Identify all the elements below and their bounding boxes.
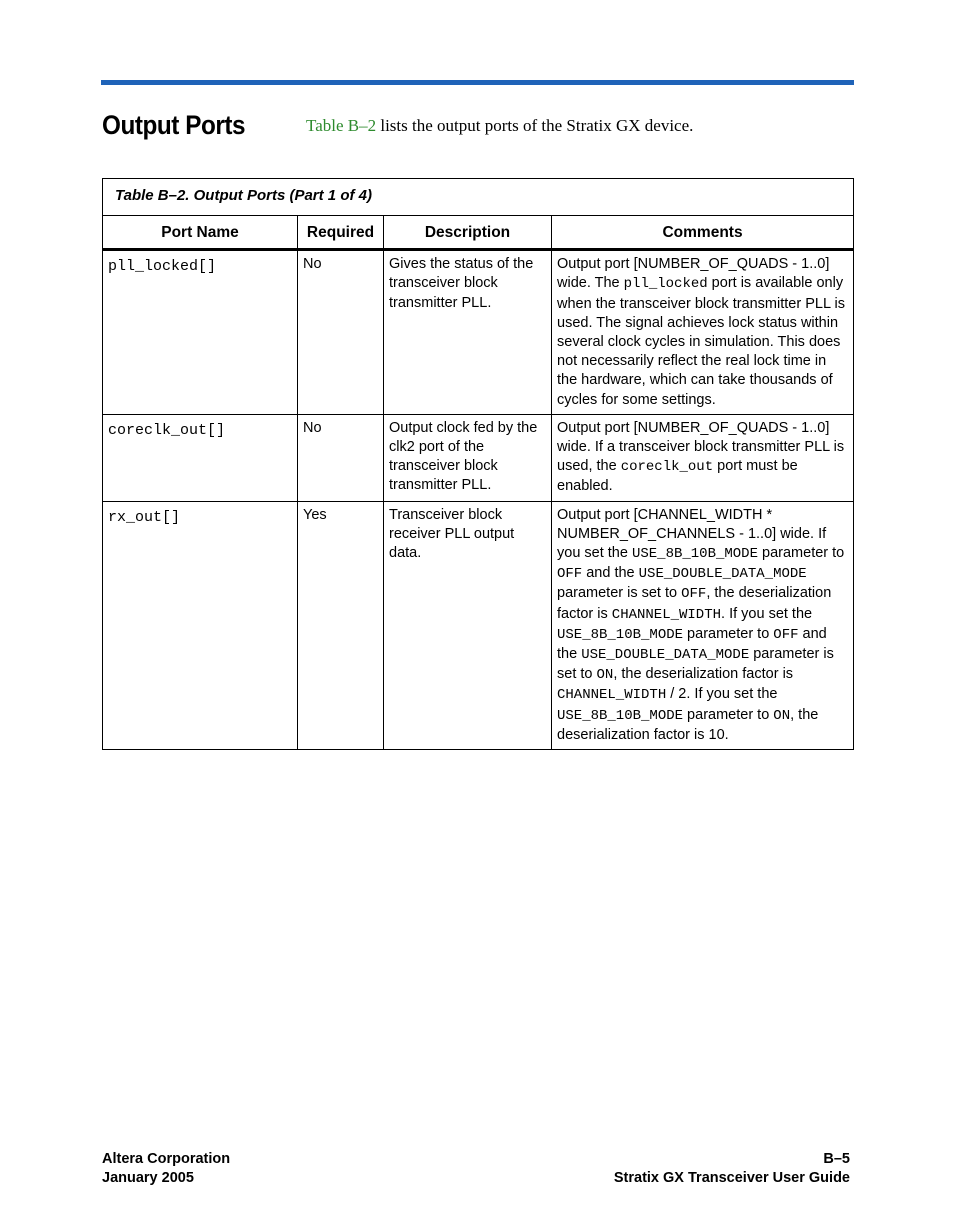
inline-code: pll_locked	[623, 276, 708, 293]
column-header-comments: Comments	[552, 216, 854, 250]
required-cell: No	[298, 414, 384, 501]
comment-text: Output port [NUMBER_OF_QUADS - 1..0] wide. If a transceiver block transmitter PLL is used, the	[557, 419, 845, 475]
intro-text: lists the output ports of the Stratix GX device.	[376, 116, 694, 135]
comment-text: parameter to	[683, 706, 774, 723]
inline-code: OFF	[773, 626, 799, 643]
comment-text: and the	[557, 625, 827, 663]
comment-text: port is available only when the transceiver block transmitter PLL is used. The signal achieves lock status within several clock cycles in simulation. This does not necessarily reflect the real lock time in the hardware, which can take thousands of cycles for some settings.	[557, 275, 845, 408]
inline-code: ON	[596, 667, 614, 684]
comment-text: , the deserialization factor is	[557, 585, 832, 622]
footer-left	[102, 1150, 230, 1188]
comment-text: parameter is set to	[557, 646, 834, 683]
footer-guide-title: Stratix GX Transceiver User Guide	[613, 1170, 850, 1186]
footer-date: January 2005	[102, 1170, 194, 1186]
comment-text: , the deserialization factor is 10.	[557, 706, 819, 743]
description-cell: Gives the status of the transceiver block transmitter PLL.	[384, 250, 552, 415]
inline-code: USE_8B_10B_MODE	[557, 707, 684, 724]
footer-page-number: B–5	[823, 1151, 850, 1167]
output-ports-table	[102, 178, 854, 750]
table-cross-reference-link[interactable]: Table B–2	[306, 116, 377, 135]
comment-text: . If you set the	[721, 605, 813, 622]
inline-code: coreclk_out	[620, 459, 714, 476]
comment-text: parameter to	[758, 545, 845, 562]
comments-cell	[552, 501, 854, 749]
description-cell: Transceiver block receiver PLL output data.	[384, 501, 552, 749]
column-header-required: Required	[298, 216, 384, 250]
comment-text: Output port [NUMBER_OF_QUADS - 1..0] wide. The	[557, 256, 830, 292]
comment-text: port must be enabled.	[557, 458, 798, 495]
port-name-cell: coreclk_out[]	[103, 414, 298, 501]
inline-code: ON	[773, 707, 791, 724]
header-rule	[101, 80, 854, 85]
comment-text: parameter to	[683, 625, 774, 642]
intro-paragraph	[306, 116, 693, 136]
table-row	[103, 250, 854, 415]
inline-code: CHANNEL_WIDTH	[611, 606, 722, 623]
section-title: Output Ports	[102, 110, 246, 140]
comment-text: and the	[582, 565, 639, 582]
inline-code: CHANNEL_WIDTH	[557, 687, 667, 704]
inline-code: USE_8B_10B_MODE	[557, 626, 684, 643]
footer-company: Altera Corporation	[102, 1151, 231, 1167]
table-row	[103, 501, 854, 749]
port-name-cell: pll_locked[]	[103, 250, 298, 415]
inline-code: USE_DOUBLE_DATA_MODE	[581, 647, 750, 664]
column-header-port-name: Port Name	[103, 216, 298, 250]
comment-text: , the deserialization factor is	[613, 666, 794, 683]
comment-text: / 2. If you set the	[666, 686, 778, 703]
table-row	[103, 414, 854, 501]
footer-right	[614, 1150, 850, 1188]
inline-code: USE_8B_10B_MODE	[631, 546, 758, 563]
column-header-description: Description	[384, 216, 552, 250]
comment-text: parameter is set to	[557, 585, 682, 602]
comment-text: Output port [CHANNEL_WIDTH * NUMBER_OF_CHANNELS - 1..0] wide. If you set the	[557, 506, 827, 562]
table-header-row	[103, 216, 854, 250]
inline-code: USE_DOUBLE_DATA_MODE	[638, 566, 807, 583]
comments-cell	[552, 250, 854, 415]
required-cell: Yes	[298, 501, 384, 749]
port-name-cell: rx_out[]	[103, 501, 298, 749]
comments-cell	[552, 414, 854, 501]
description-cell: Output clock fed by the clk2 port of the transceiver block transmitter PLL.	[384, 414, 552, 501]
required-cell: No	[298, 250, 384, 415]
table-caption: Table B–2. Output Ports (Part 1 of 4)	[103, 179, 854, 216]
inline-code: OFF	[681, 586, 707, 603]
inline-code: OFF	[557, 566, 583, 583]
